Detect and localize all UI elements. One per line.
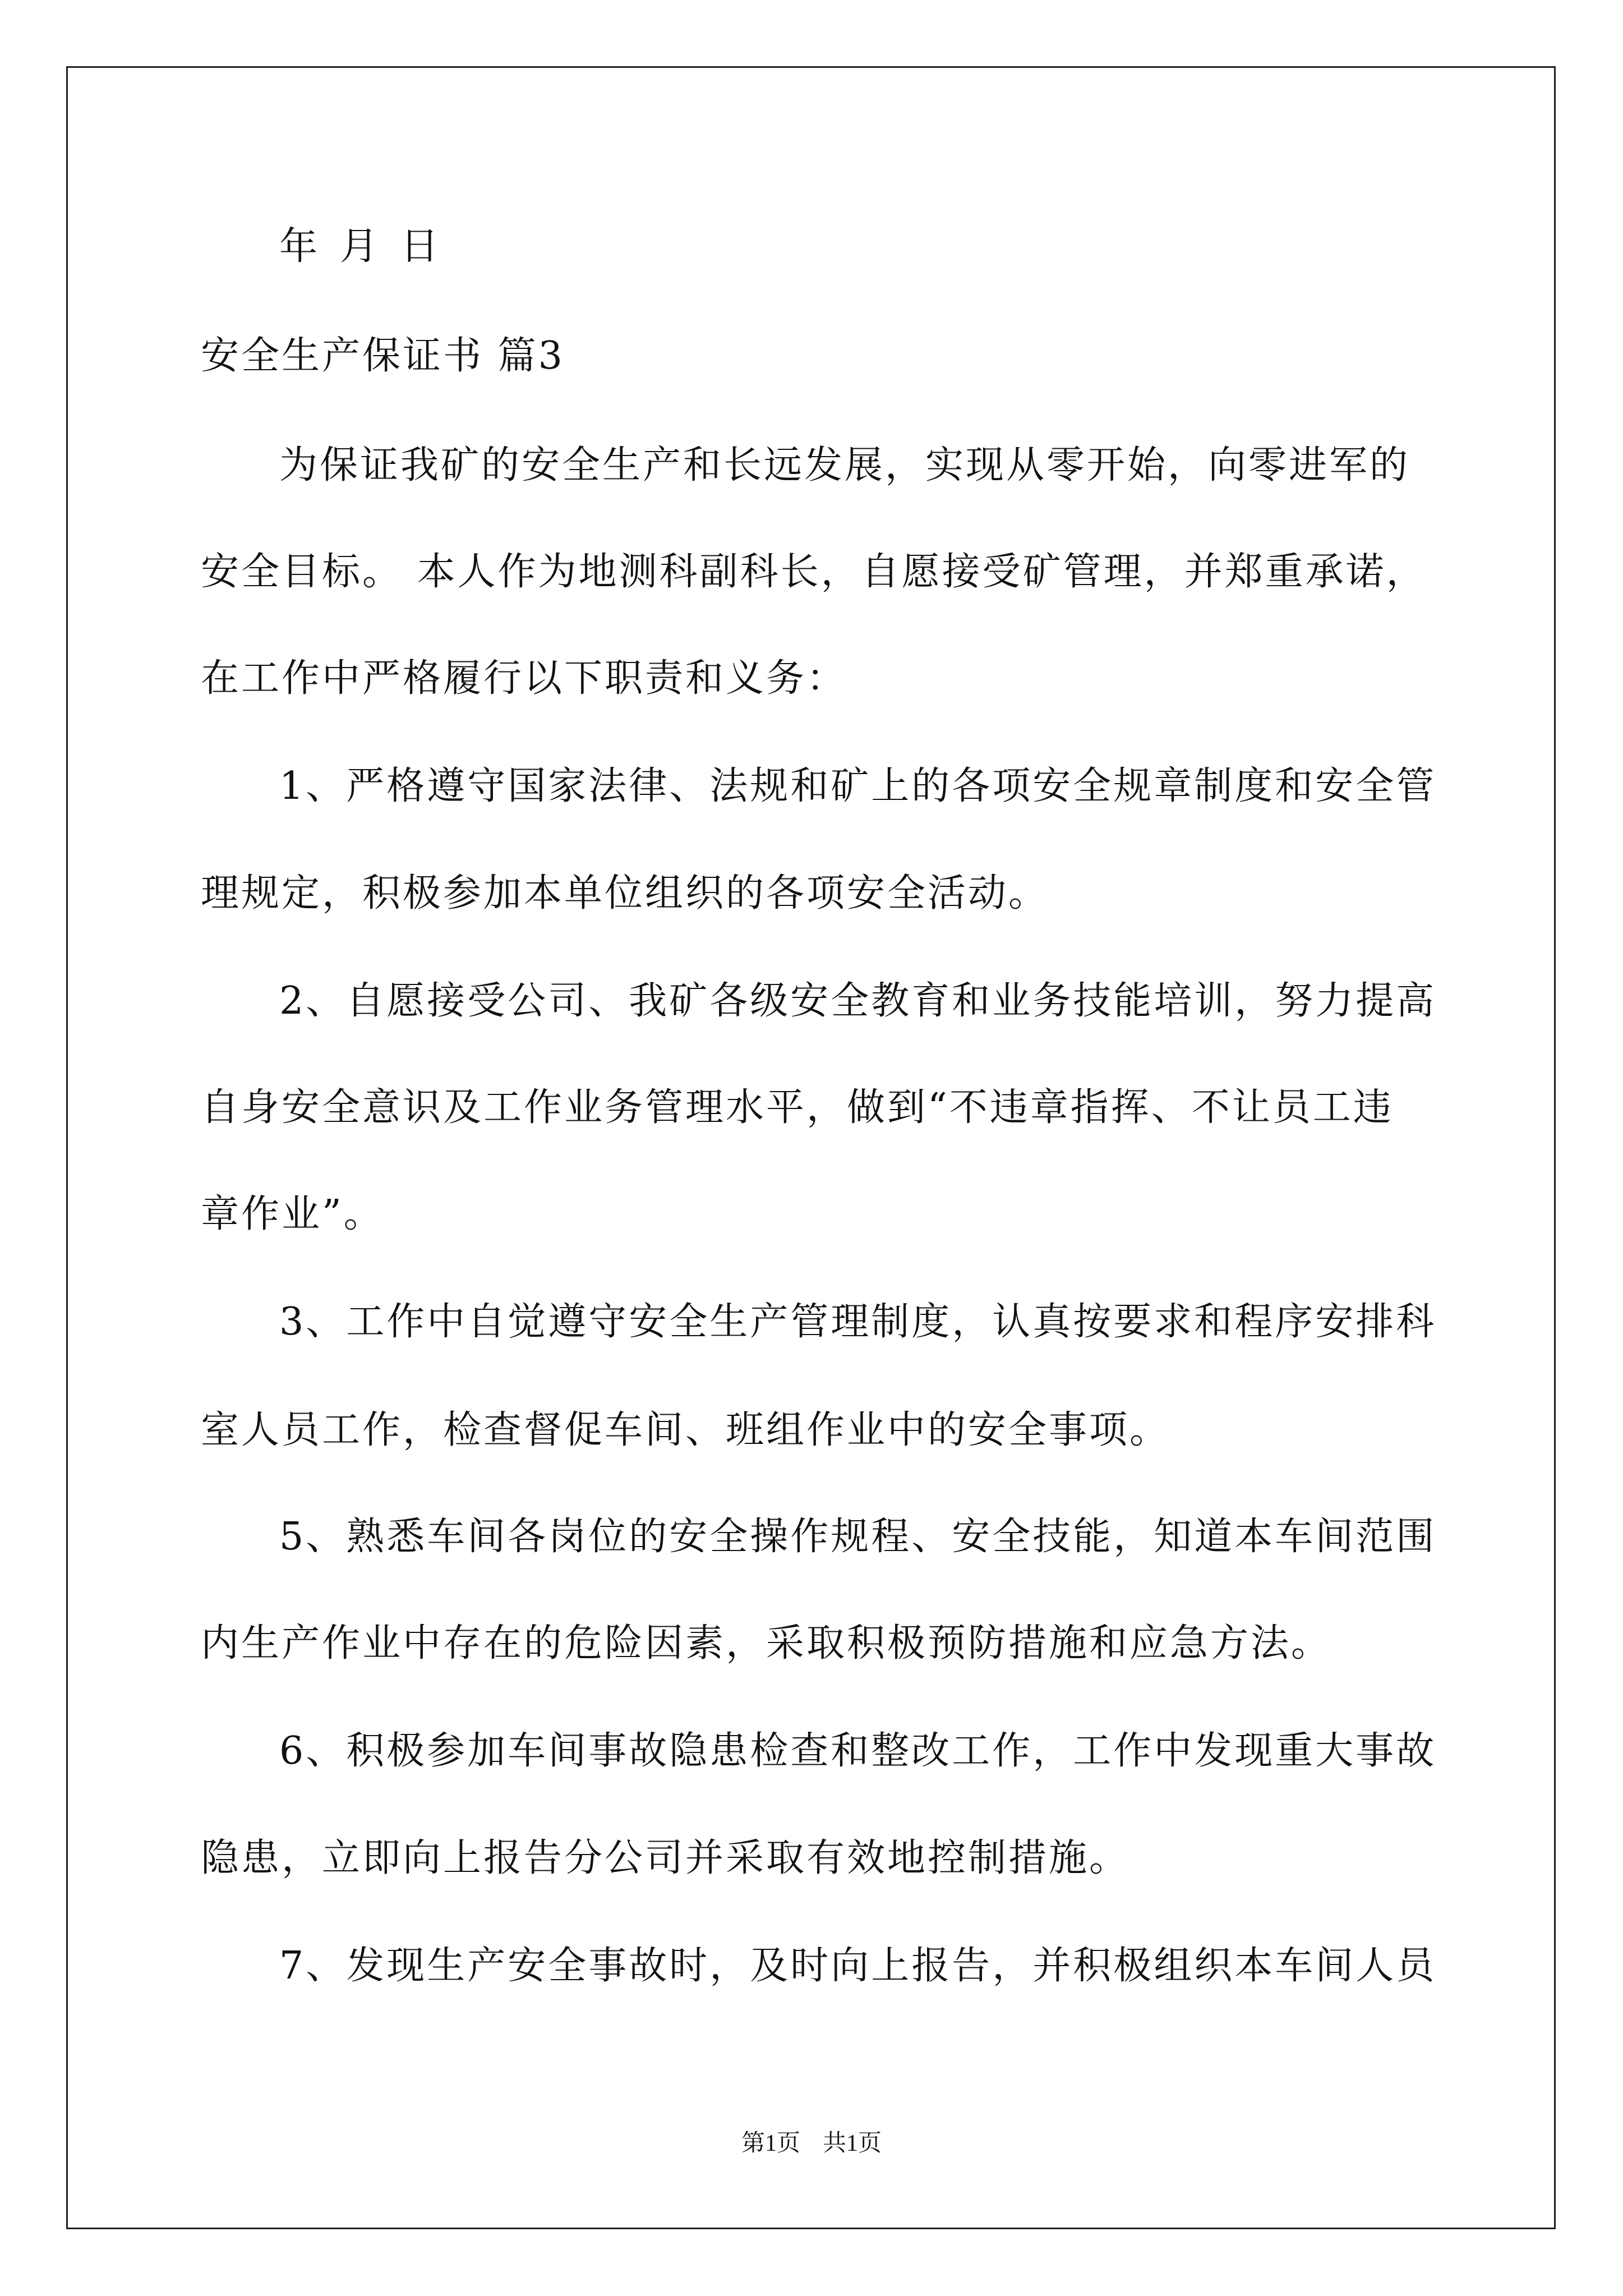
- paragraph-line: 为保证我矿的安全生产和长远发展，实现从零开始，向零进军的: [279, 443, 1410, 487]
- paragraph-line: 3、工作中自觉遵守安全生产管理制度，认真按要求和程序安排科: [279, 1300, 1437, 1344]
- paragraph-line: 室人员工作，检查督促车间、班组作业中的安全事项。: [201, 1408, 1170, 1452]
- paragraph-line: 内生产作业中存在的危险因素，采取积极预防措施和应急方法。: [201, 1621, 1332, 1665]
- paragraph-line: 5、熟悉车间各岗位的安全操作规程、安全技能，知道本车间范围: [279, 1515, 1437, 1559]
- page-frame: [66, 66, 1556, 2229]
- paragraph-line: 理规定，积极参加本单位组织的各项安全活动。: [201, 871, 1049, 915]
- paragraph-line: 2、自愿接受公司、我矿各级安全教育和业务技能培训，努力提高: [279, 979, 1437, 1023]
- paragraph-line: 隐患，立即向上报告分公司并采取有效地控制措施。: [201, 1836, 1130, 1880]
- page-total: 共1页: [823, 2131, 882, 2156]
- paragraph-line: 1、严格遵守国家法律、法规和矿上的各项安全规章制度和安全管: [279, 764, 1437, 808]
- paragraph-line: 7、发现生产安全事故时，及时向上报告，并积极组织本车间人员: [279, 1944, 1437, 1988]
- paragraph-line: 章作业”。: [201, 1192, 384, 1236]
- paragraph-line: 安全目标。 本人作为地测科副科长，自愿接受矿管理，并郑重承诺，: [201, 550, 1427, 594]
- page-number: 第1页: [741, 2131, 800, 2156]
- date-line: [279, 222, 439, 272]
- paragraph-line: 自身安全意识及工作业务管理水平，做到“不违章指挥、不让员工违: [201, 1085, 1394, 1130]
- date-month: 月: [340, 224, 379, 269]
- paragraph-line: 在工作中严格履行以下职责和义务：: [201, 656, 847, 701]
- date-day: 日: [400, 224, 439, 269]
- date-year: 年: [279, 224, 318, 269]
- page-footer: [0, 2128, 1623, 2159]
- section-title: 安全生产保证书 篇3: [201, 334, 565, 378]
- paragraph-line: 6、积极参加车间事故隐患检查和整改工作，工作中发现重大事故: [279, 1729, 1437, 1773]
